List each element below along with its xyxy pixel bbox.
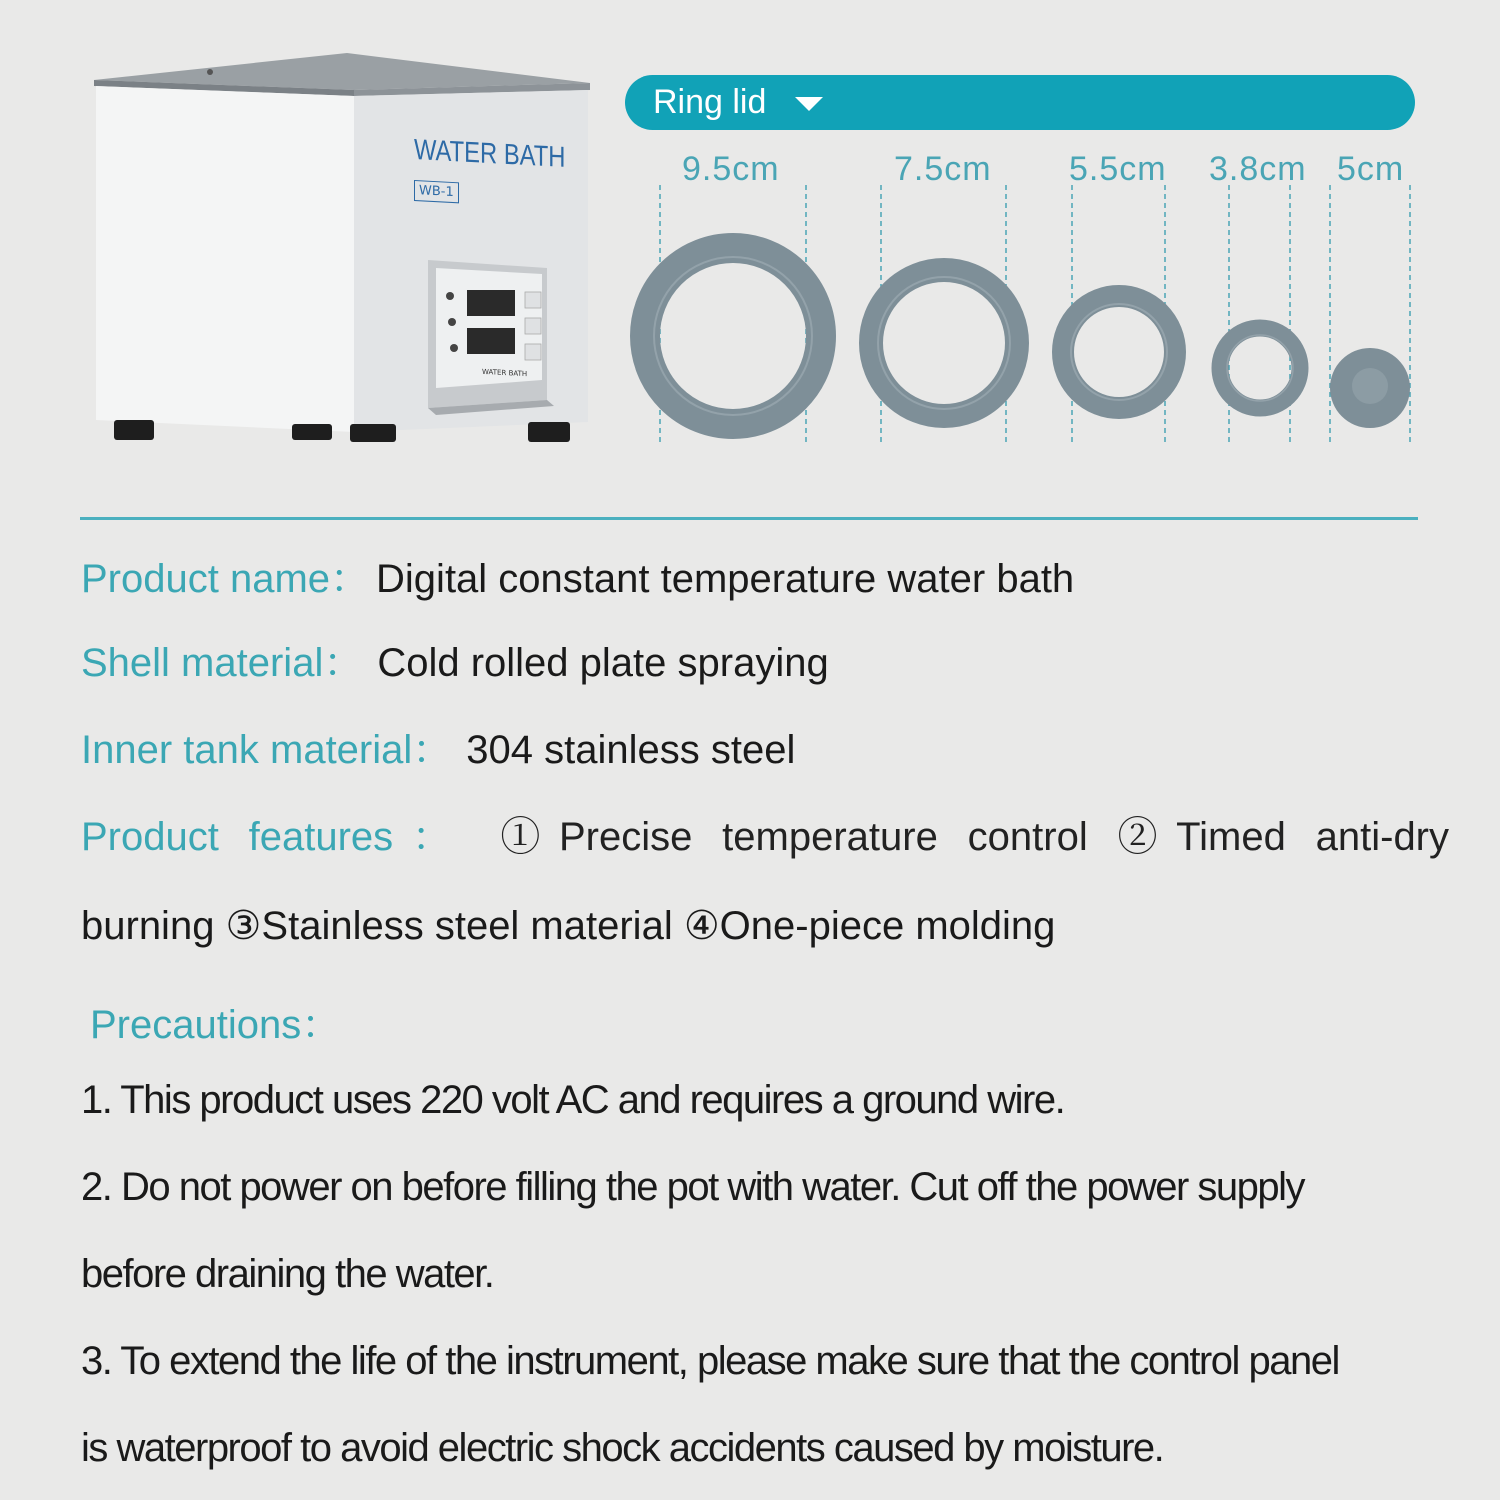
precaution-line: 1. This product uses 220 volt AC and requires a ground wire. bbox=[81, 1078, 1065, 1122]
feature-word: anti-dry bbox=[1315, 815, 1450, 859]
precaution-line: 3. To extend the life of the instrument, please make sure that the control panel bbox=[81, 1339, 1339, 1383]
ring-lid-9.5cm bbox=[645, 248, 821, 424]
feature-word: ②Timed bbox=[1117, 815, 1286, 859]
spec-key: Product features： bbox=[81, 815, 471, 859]
spec-features-continued: burning ③Stainless steel material ④One-piece molding bbox=[81, 904, 1056, 948]
spec-key: Shell material： bbox=[81, 641, 364, 685]
caret-down-icon bbox=[795, 97, 823, 111]
spec-inner-tank bbox=[81, 730, 795, 770]
ring-size-label: 3.8cm bbox=[1209, 150, 1307, 188]
spec-features bbox=[81, 817, 1449, 857]
ring-size-label: 7.5cm bbox=[894, 150, 992, 188]
ring-lid-7.5cm bbox=[871, 270, 1017, 416]
ring-lid-title: Ring lid bbox=[653, 83, 767, 121]
ring-lid-3.8cm bbox=[1220, 328, 1300, 408]
feature-word: control bbox=[967, 815, 1088, 859]
spec-product-name bbox=[81, 559, 1074, 599]
ring-size-label: 5.5cm bbox=[1069, 150, 1167, 188]
ring-size-label: 9.5cm bbox=[682, 150, 780, 188]
spec-value: Digital constant temperature water bath bbox=[376, 557, 1075, 601]
ring-size-label: 5cm bbox=[1337, 150, 1405, 188]
spec-value: Cold rolled plate spraying bbox=[377, 641, 829, 685]
precautions-title: Precautions： bbox=[90, 1003, 342, 1047]
precaution-line: is waterproof to avoid electric shock accidents caused by moisture. bbox=[81, 1426, 1164, 1470]
water-bath-image bbox=[92, 50, 592, 445]
spec-value: 304 stainless steel bbox=[466, 728, 796, 772]
precaution-line: before draining the water. bbox=[81, 1252, 494, 1296]
spec-shell-material bbox=[81, 643, 829, 683]
ring-lids-illustration bbox=[600, 180, 1430, 450]
precaution-line: 2. Do not power on before filling the pot with water. Cut off the power supply bbox=[81, 1165, 1305, 1209]
water-bath-illustration bbox=[92, 50, 592, 445]
feature-word: temperature bbox=[722, 815, 938, 859]
ring-lid-banner bbox=[625, 75, 1415, 130]
device-brand-label: WATER BATH bbox=[414, 134, 566, 174]
spec-key: Product name： bbox=[81, 557, 371, 601]
spec-key: Inner tank material： bbox=[81, 728, 453, 772]
panel-caption: WATER BATH bbox=[482, 367, 528, 379]
section-divider bbox=[80, 517, 1418, 520]
ring-lid-5cm-plug bbox=[1330, 348, 1410, 428]
feature-word: ①Precise bbox=[500, 815, 693, 859]
ring-lid-5.5cm bbox=[1063, 296, 1175, 408]
device-model-label: WB-1 bbox=[414, 180, 459, 203]
